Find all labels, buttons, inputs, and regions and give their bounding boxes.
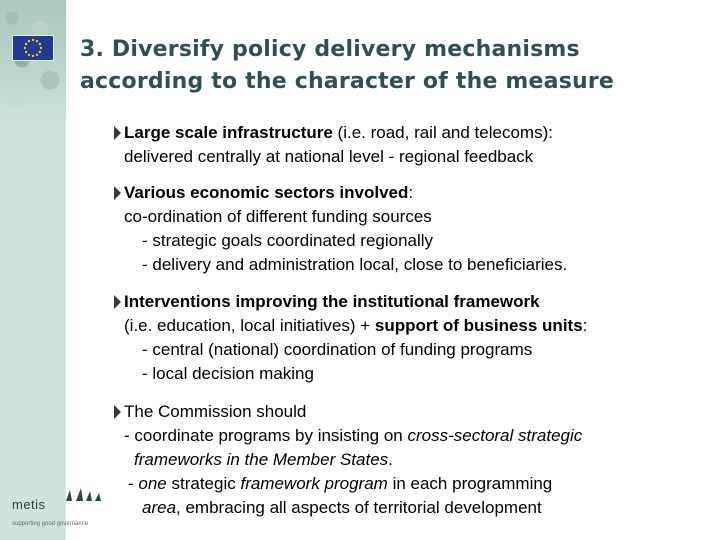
bullet-subitem: - central (national) coordination of funding programs [142,340,533,359]
bullet-economic-sectors [124,181,567,277]
bullet-text: in each programming [387,474,553,493]
bullet-italic: frameworks in the Member States [134,450,389,469]
logo-tagline: supporting good governance [12,521,89,527]
arrow-bullet-icon [114,405,121,419]
bullet-text: : [408,183,414,202]
bullet-subitem: - strategic goals coordinated regionally [142,231,434,250]
metis-logo [6,485,116,535]
bullet-text: - [128,474,139,493]
eu-flag-icon [12,35,54,61]
bullet-italic: framework program [240,474,388,493]
bullet-infrastructure [124,121,553,169]
header-photo [0,0,66,125]
bullet-subitem: - local decision making [142,364,314,383]
bullet-text: - coordinate programs by insisting on [124,426,408,445]
bullet-heading: The Commission should [124,402,307,421]
bullet-text: (i.e. education, local initiatives) + [124,316,375,335]
birds-icon [62,487,104,503]
bullet-heading: Large scale infrastructure [124,123,333,142]
decorative-sidebar [0,0,66,540]
bullet-text: strategic [166,474,241,493]
bullet-institutional-framework [124,290,587,386]
bullet-italic: cross-sectoral strategic [407,426,583,445]
bullet-emphasis: support of business units [374,316,583,335]
arrow-bullet-icon [114,186,121,200]
bullet-commission [124,400,582,520]
arrow-bullet-icon [114,295,121,309]
title-line-2: according to the character of the measure [80,69,615,94]
bullet-text: delivered centrally at national level - regional feedback [124,147,534,166]
title-line-1: 3. Diversify policy delivery mechanisms [80,37,580,62]
bullet-text: : [582,316,588,335]
bullet-text: , embracing all aspects of territorial development [176,498,542,517]
bullet-heading: Interventions improving the institutional framework [124,292,540,311]
bullet-italic: one [138,474,167,493]
bullet-heading: Various economic sectors involved [124,183,409,202]
bullet-text: . [388,450,393,469]
bullet-text: (i.e. road, rail and telecoms): [332,123,553,142]
logo-wordmark: metis [12,497,46,512]
bullet-subitem: - delivery and administration local, close to beneficiaries. [142,255,568,274]
bullet-italic: area [142,498,177,517]
bullet-text: co-ordination of different funding sources [124,207,432,226]
slide-title [80,34,614,98]
arrow-bullet-icon [114,126,121,140]
